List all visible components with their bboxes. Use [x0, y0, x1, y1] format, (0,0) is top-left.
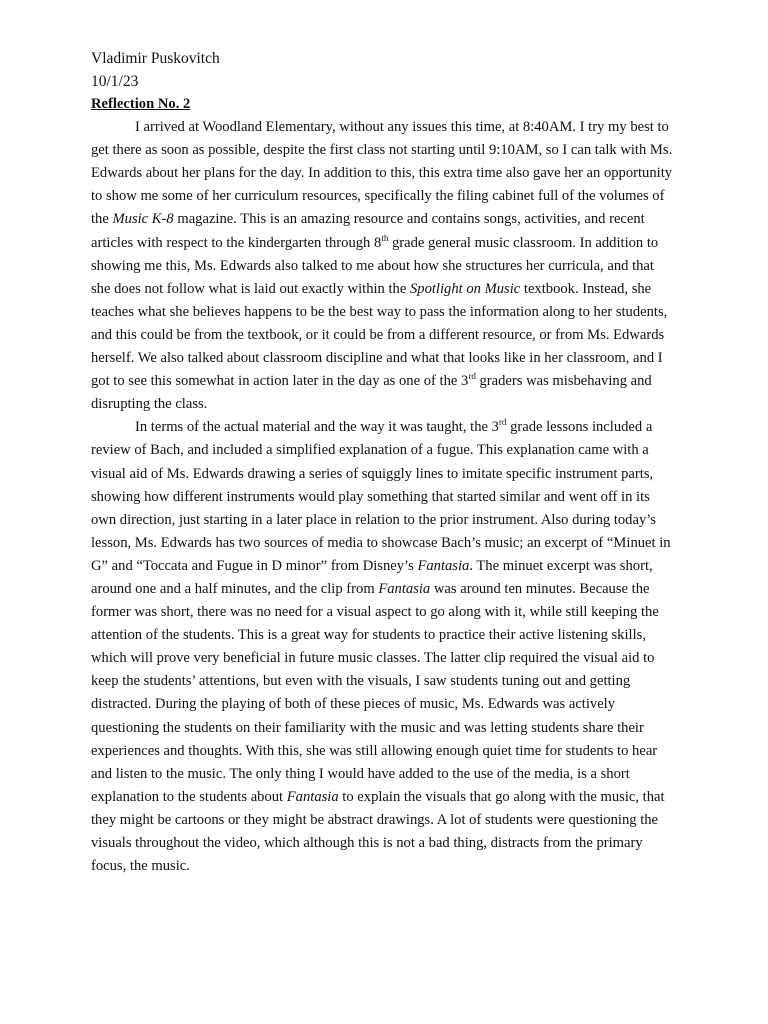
- ordinal-suffix: rd: [468, 371, 476, 382]
- document-date: 10/1/23: [91, 73, 139, 90]
- paragraph-1: [91, 116, 675, 416]
- author-name: Vladimir Puskovitch: [91, 50, 220, 67]
- film-title: Fantasia: [286, 788, 339, 805]
- paragraph-1-text: textbook. Instead, she teaches what she believes happens to be the best way to pass the information along to her students, and this could be from the textbook, or it could be from a different resource, or from Ms. Edwards herself. We also talked about classroom discipline and what that looks like in her classroom, and I got to see this somewhat in action later in the day as one of the 3: [91, 280, 668, 390]
- paragraph-2-text: grade lessons included a review of Bach, and included a simplified explanation of a fugue. This explanation came with a visual aid of Ms. Edwards drawing a series of squiggly lines to imitate specific instrument parts, showing how different instruments would play something that started similar and went off in its own direction, just starting in a later place in relation to the prior instrument. Also during today’s lesson, Ms. Edwards has two sources of media to showcase Bach’s music; an excerpt of “Minuet in G” and “Toccata and Fugue in D minor” from Disney’s: [91, 419, 671, 574]
- document-body: [91, 47, 675, 878]
- paragraph-2-text: In terms of the actual material and the way it was taught, the 3: [135, 419, 499, 436]
- textbook-title: Spotlight on Music: [409, 280, 521, 297]
- paragraph-1-text: graders was misbehaving and disrupting the class.: [91, 373, 652, 413]
- paragraph-2-text: was around ten minutes. Because the former was short, there was no need for a visual aspect to go along with it, while still keeping the attention of the students. This is a great way for students to practice their active listening skills, which will prove very beneficial in future music classes. The latter clip required the visual aid to keep the students’ attentions, but even with the visuals, I saw students tuning out and getting distracted. During the playing of both of these pieces of music, Ms. Edwards was actively questioning the students on their familiarity with the music and was letting students share their experiences and thoughts. With this, she was still allowing enough quiet time for students to hear and listen to the music. The only thing I would have added to the use of the media, is a short explanation to the students about: [91, 580, 659, 805]
- ordinal-suffix: rd: [498, 417, 507, 428]
- document-title: Reflection No. 2: [91, 96, 191, 112]
- paragraph-1-text: grade general music classroom. In addition to showing me this, Ms. Edwards also talked to me about how she structures her curricula, and that she does not follow what is laid out exactly within the: [91, 234, 659, 297]
- ordinal-suffix: th: [381, 232, 389, 243]
- paragraph-2-text: to explain the visuals that go along with the music, that they might be cartoons or they might be abstract drawings. A lot of students were questioning the visuals throughout the video, which although this is not a bad thing, distracts from the primary focus, the music.: [91, 788, 665, 875]
- film-title: Fantasia: [378, 580, 431, 597]
- film-title: Fantasia: [417, 557, 470, 574]
- paragraph-2-text: . The minuet excerpt was short, around one and a half minutes, and the clip from: [91, 557, 653, 597]
- paragraph-1-text: I arrived at Woodland Elementary, without any issues this time, at 8:40AM. I try my best to get there as soon as possible, despite the first class not starting until 9:10AM, so I can talk with Ms. Edwards about her plans for the day. In addition to this, this extra time also gave her an opportunity to show me some of her curriculum resources, specifically the filing cabinet full of the volumes of the: [91, 119, 673, 228]
- paragraph-2: [91, 416, 675, 878]
- magazine-title: Music K-8: [112, 211, 174, 228]
- paragraph-1-text: magazine. This is an amazing resource and contains songs, activities, and recent articles with respect to the kindergarten through 8: [91, 211, 645, 251]
